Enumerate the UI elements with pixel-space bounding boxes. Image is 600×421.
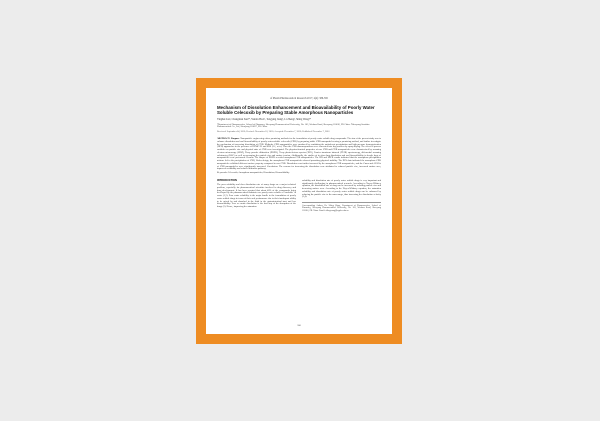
page-number: 386 <box>297 324 301 327</box>
paper-affiliations: ¹Department of Pharmaceutics, School of Pharmacy, Shenyang Pharmaceutical University, No. 103, Wenhua Road, Shenyang 110016, PR China. ²Shenyang Sunshine Pharmaceutical Co., Ltd, Shenyang 110027, PR China. <box>217 123 370 129</box>
left-column <box>217 180 296 213</box>
introduction-text-left: The poor solubility and slow dissolution rate of many drugs are a major technical problem, especially for pharmaceutical scientists involved in drug discovery and drug development. It has been reported that about 40% of the compounds being developed by the pharmaceutical industries are poorly water soluble or 'insoluble' in water (1,2). Poor water solubility is the major hurdle to the formulation of poorly water soluble drugs in terms of their oral performance due to their inadequate ability to be mixed by and absorbed in the fluid in the gastrointestinal tract and low bioavailability. Low or erratic dissolution is the first step of the absorption of the drugs (2). Hence, improving the saturation <box>217 183 296 208</box>
abstract <box>217 138 381 171</box>
corresponding-author: Corresponding Author: Dr. Siling Wang, Department of Pharmaceutics, School of Pharmacy, Shenyang Pharmaceutical University, No. 103, Wenhua Road, Shenyang 110016, PR China. Email: silingwang@syphu.edu.cn <box>302 202 381 212</box>
introduction-heading: INTRODUCTION <box>217 178 237 182</box>
paper-page <box>206 88 392 334</box>
paper-title: Mechanism of Dissolution Enhancement and Bioavailability of Poorly Water Soluble Celecoxib by Preparing Stable Amorphous Nanoparticles <box>217 105 375 116</box>
abstract-label: ABSTRACT: Purpose. <box>217 137 240 140</box>
right-column <box>302 180 381 213</box>
introduction-text-right: solubility and dissolution rate of poorly water soluble drugs is very important and significantly challenging in pharmaceutical research. According to Noyes-Whitney equation, the dissolution rate of drug can be increased by reducing particle size and increasing surface area. According to the Noyes-Whitney equation, the saturation solubility and dissolution rate of poorly water soluble drugs can be enhanced by reducing the particle size to the nano-range, thus increasing the dissolution velocity (3,4). <box>302 178 381 199</box>
keywords: Keywords: Celecoxib; Amorphous nanoparticles; Dissolution; Bioavailability <box>217 171 290 174</box>
received-dates: Received: September 04, 2016; Revised: November 18, 2016; Accepted: December 7, 2016; Published: December 7, 2016 <box>217 131 330 134</box>
body-columns <box>217 180 381 213</box>
running-head: of Pharm Pharmaceutical Research 2017; 4(4): 386-395 <box>270 97 328 100</box>
paper-authors: Yinghui Liu¹, Changshan Sun¹*, Yanxin Hao¹², Tongying Jiang¹, Li Zheng¹, Siling Wang¹* <box>217 118 311 122</box>
abstract-text: Nanoparticle engineering offers promising methods for the formulation of poorly water soluble drug compounds. The aim of the present study was to enhance dissolution and oral bioavailability of poorly water-soluble celecoxib (CXB) by preparing stable CXB nanoparticles using a promising method, and further investigate the mechanism of increasing dissolution of CXB. Methods. CXB nanoparticles were produced by combining the antisolvent precipitation and high pressure homogenization (HPH) approaches in the presence of HPMC E5 and SDS (2:1, w/w). Then the CXB nanosuspensions were converted into dry powders by spray-drying. The effect of process variables on particle size and physical state of CXB were investigated. The physicochemical properties of raw CXB and CXB nanoparticles were characterized by scanning electron microscopy (SEM), X-ray powder diffraction (XRPD), X-ray photoelectron spectra (XPS), Fourier transform infrared (FT-IR) spectroscopy, differential scanning calorimetry (DSC) as well as measuring the particle size and surface tension. Additionally, the studies of in vitro drug dissolution and oral bioavailability in beagle dogs of nanoparticles were performed. Results. The shapes of XRPD revealed amorphous CXB nanoparticles. The IPR and SEPB results indicated that the amorphous precipitation mixture led to the precipitation of CXB, Under design, the amorphous CXB nanoparticles showed promising physical stability. The XPS data indicated the amorphous CXB nanoparticles exhibited different surface property compared to raw CXB. Dissolution was further increased by the amorphous CXB nanoparticles, and the Cmax and AUC0-t of CXB nanoparticles were significantly increased. Conclusion. The reasons for increasing the dissolution were attributed to reduced particle size, increased surface area, improved wettability and reduced diffusion pathway. <box>217 137 381 171</box>
document-frame <box>196 78 402 344</box>
